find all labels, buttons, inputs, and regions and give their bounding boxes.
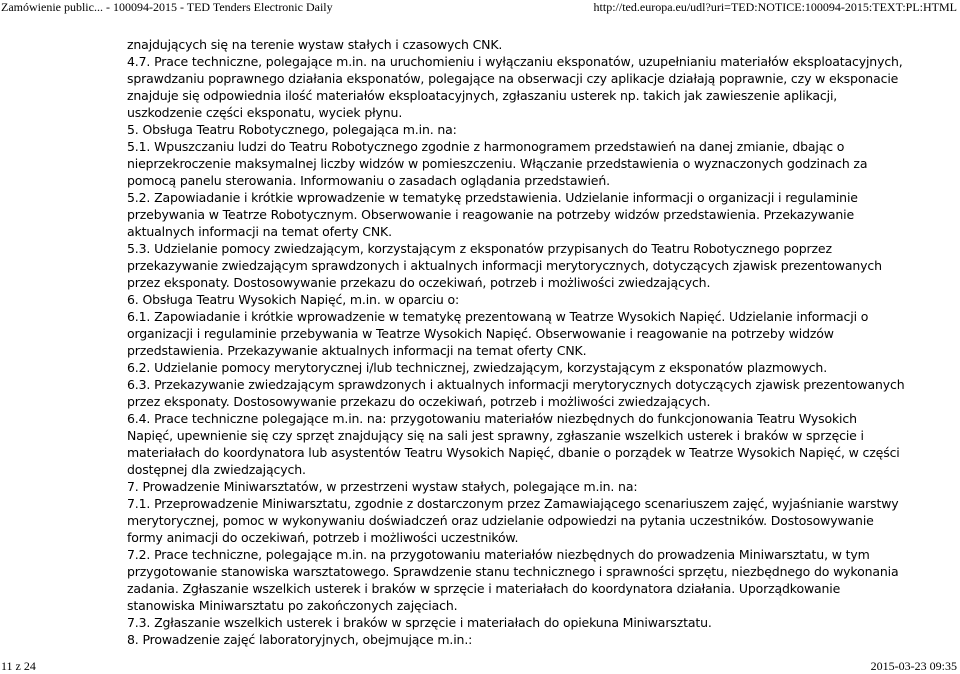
text-line: organizacji i regulaminie przebywania w Teatrze Wysokich Napięć. Obserwowanie i reagowanie na potrzeby widzów xyxy=(127,326,834,341)
text-line: 6.1. Zapowiadanie i krótkie wprowadzenie w tematykę prezentowaną w Teatrze Wysokich Napięć. Udzielanie informacji o xyxy=(127,309,869,324)
text-line: znajduje się odpowiednia ilość materiałów eksploatacyjnych, zgłaszaniu usterek np. takich jak zawieszenie aplikacji, xyxy=(127,88,838,103)
text-line: 8. Prowadzenie zajęć laboratoryjnych, obejmujące m.in.: xyxy=(127,632,473,647)
text-line: 6.2. Udzielanie pomocy merytorycznej i/lub technicznej, zwiedzającym, korzystającym z eksponatów plazmowych. xyxy=(127,360,828,375)
page-url: http://ted.europa.eu/udl?uri=TED:NOTICE:100094-2015:TEXT:PL:HTML xyxy=(593,0,957,14)
text-line: 7.1. Przeprowadzenie Miniwarsztatu, zgodnie z dostarczonym przez Zamawiającego scenariuszem zajęć, wyjaśnianie warstwy xyxy=(127,496,899,511)
text-line: przebywania w Teatrze Robotycznym. Obserwowanie i reagowanie na potrzeby widzów przedstawienia. Przekazywanie xyxy=(127,207,854,222)
text-line: 7. Prowadzenie Miniwarsztatów, w przestrzeni wystaw stałych, polegające m.in. na: xyxy=(127,479,638,494)
text-line: formy animacji do oczekiwań, potrzeb i możliwości uczestników. xyxy=(127,530,519,545)
text-line: 5.3. Udzielanie pomocy zwiedzającym, korzystającym z eksponatów przypisanych do Teatru Robotycznego poprzez xyxy=(127,241,832,256)
print-header xyxy=(0,0,960,14)
text-line: nieprzekroczenie maksymalnej liczby widzów w pomieszczeniu. Włączanie przedstawienia o wyznaczonych godzinach za xyxy=(127,156,868,171)
text-line: 4.7. Prace techniczne, polegające m.in. na uruchomieniu i wyłączaniu eksponatów, uzupełnianiu materiałów eksploatacyjnych, xyxy=(127,54,903,69)
text-line: 6.4. Prace techniczne polegające m.in. na: przygotowaniu materiałów niezbędnych do funkcjonowania Teatru Wysokich xyxy=(127,411,857,426)
text-line: przekazywanie zwiedzającym sprawdzonych i aktualnych informacji merytorycznych, dotyczących zjawisk prezentowanych xyxy=(127,258,882,273)
text-line: Napięć, upewnienie się czy sprzęt znajdujący się na sali jest sprawny, zgłaszanie wszelkich usterek i braków w sprzęcie i xyxy=(127,428,864,443)
text-line: merytorycznej, pomoc w wykonywaniu doświadczeń oraz udzielanie odpowiedzi na pytania uczestników. Dostosowywanie xyxy=(127,513,874,528)
print-datetime: 2015-03-23 09:35 xyxy=(870,659,957,673)
text-line: pomocą panelu sterowania. Informowaniu o zasadach oglądania przedstawień. xyxy=(127,173,610,188)
text-line: 5. Obsługa Teatru Robotycznego, polegająca m.in. na: xyxy=(127,122,457,137)
text-line: uszkodzenie części eksponatu, wyciek płynu. xyxy=(127,105,403,120)
text-line: zadania. Zgłaszanie wszelkich usterek i braków w sprzęcie i materiałach do koordynatora działania. Uporządkowanie xyxy=(127,581,841,596)
text-line: przygotowanie stanowiska warsztatowego. Sprawdzenie stanu technicznego i sprawności sprzętu, niezbędnego do wykonania xyxy=(127,564,899,579)
document-body xyxy=(127,36,905,648)
text-line: przedstawienia. Przekazywanie aktualnych informacji na temat oferty CNK. xyxy=(127,343,587,358)
text-line: 6. Obsługa Teatru Wysokich Napięć, m.in. w oparciu o: xyxy=(127,292,460,307)
text-line: 7.3. Zgłaszanie wszelkich usterek i braków w sprzęcie i materiałach do opiekuna Miniwarsztatu. xyxy=(127,615,712,630)
text-line: 5.1. Wpuszczaniu ludzi do Teatru Robotycznego zgodnie z harmonogramem przedstawień na danej zmianie, dbając o xyxy=(127,139,845,154)
text-line: materiałach do koordynatora lub asystentów Teatru Wysokich Napięć, dbanie o porządek w Teatrze Wysokich Napięć, w części xyxy=(127,445,900,460)
text-line: aktualnych informacji na temat oferty CNK. xyxy=(127,224,392,239)
text-line: 7.2. Prace techniczne, polegające m.in. na przygotowaniu materiałów niezbędnych do prowadzenia Miniwarsztatu, w tym xyxy=(127,547,870,562)
text-line: 6.3. Przekazywanie zwiedzającym sprawdzonych i aktualnych informacji merytorycznych dotyczących zjawisk prezentowanych xyxy=(127,377,905,392)
text-line: sprawdzaniu poprawnego działania eksponatów, polegające na obserwacji czy aplikacje działają poprawnie, czy w eksponacie xyxy=(127,71,899,86)
text-line: stanowiska Miniwarsztatu po zakończonych zajęciach. xyxy=(127,598,458,613)
page-title: Zamówienie public... - 100094-2015 - TED Tenders Electronic Daily xyxy=(1,0,333,14)
text-line: przez eksponaty. Dostosowywanie przekazu do oczekiwań, potrzeb i możliwości zwiedzających. xyxy=(127,275,711,290)
text-line: znajdujących się na terenie wystaw stałych i czasowych CNK. xyxy=(127,37,503,52)
print-footer xyxy=(0,659,960,673)
text-line: przez eksponaty. Dostosowywanie przekazu do oczekiwań, potrzeb i możliwości zwiedzających. xyxy=(127,394,711,409)
page-number: 11 z 24 xyxy=(1,659,36,673)
text-line: dostępnej dla zwiedzających. xyxy=(127,462,306,477)
text-line: 5.2. Zapowiadanie i krótkie wprowadzenie w tematykę przedstawienia. Udzielanie informacji o organizacji i regulaminie xyxy=(127,190,858,205)
